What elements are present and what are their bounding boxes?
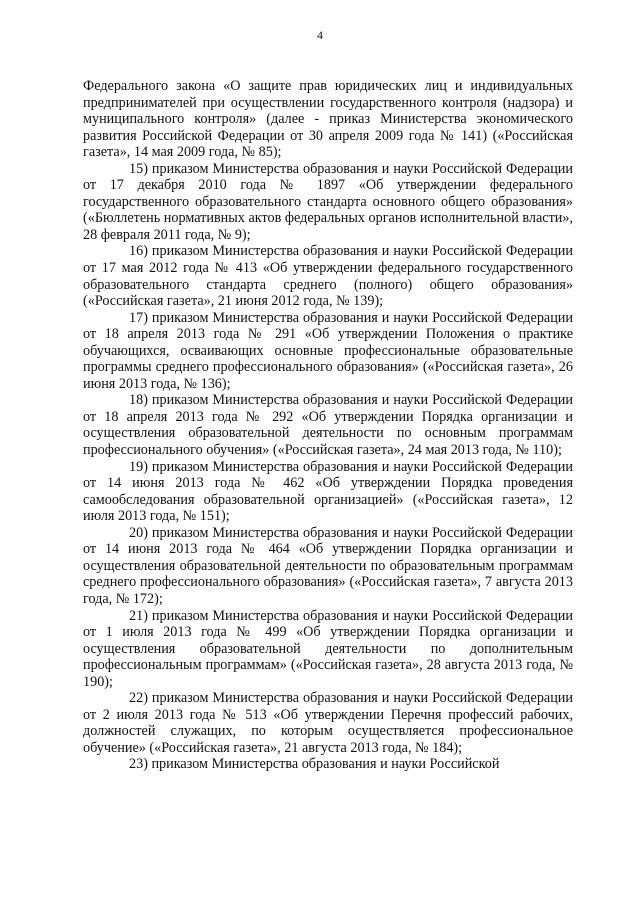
list-item-15: 15) приказом Министерства образования и науки Российской Федерации от 17 декабря 2010 года № 1897 «Об утверждении федерального государственного образовательного стандарта основного общего образования» («Бюллетень нормативных актов федеральных органов исполнительной власти», 28 февраля 2011 года, № 9); bbox=[83, 160, 573, 243]
list-item-18: 18) приказом Министерства образования и науки Российской Федерации от 18 апреля 2013 года № 292 «Об утверждении Порядка организации и осуществления образовательной деятельности по основным программам профессионального обучения» («Российская газета», 24 мая 2013 года, № 110); bbox=[83, 392, 573, 459]
list-item-19: 19) приказом Министерства образования и науки Российской Федерации от 14 июня 2013 года № 462 «Об утверждении Порядка проведения самообследования образовательной организацией» («Российская газета», 12 июля 2013 года, № 151); bbox=[83, 458, 573, 525]
list-item-20: 20) приказом Министерства образования и науки Российской Федерации от 14 июня 2013 года № 464 «Об утверждении Порядка организации и осуществления образовательной деятельности по образовательным программам среднего профессионального образования» («Российская газета», 7 августа 2013 года, № 172); bbox=[83, 524, 573, 607]
list-item-23: 23) приказом Министерства образования и науки Российской bbox=[129, 756, 500, 773]
paragraph-continuation: Федерального закона «О защите прав юридических лиц и индивидуальных предпринимателей при осуществлении государственного контроля (надзора) и муниципального контроля» (далее - приказ Министерства экономического развития Российской Федерации от 30 апреля 2009 года № 141) («Российская газета», 14 мая 2009 года, № 85); bbox=[83, 78, 573, 161]
list-item-21: 21) приказом Министерства образования и науки Российской Федерации от 1 июля 2013 года № 499 «Об утверждении Порядка организации и осуществления образовательной деятельности по дополнительным профессиональным программам» («Российская газета», 28 августа 2013 года, № 190); bbox=[83, 607, 573, 690]
list-item-17: 17) приказом Министерства образования и науки Российской Федерации от 18 апреля 2013 года № 291 «Об утверждении Положения о практике обучающихся, осваивающих основные профессиональные образовательные программы среднего профессионального образования» («Российская газета», 26 июня 2013 года, № 136); bbox=[83, 309, 573, 392]
list-item-16: 16) приказом Министерства образования и науки Российской Федерации от 17 мая 2012 года № 413 «Об утверждении федерального государственного образовательного стандарта среднего (полного) общего образования» («Российская газета», 21 июня 2012 года, № 139); bbox=[83, 243, 573, 310]
list-item-22: 22) приказом Министерства образования и науки Российской Федерации от 2 июля 2013 года № 513 «Об утверждении Перечня профессий рабочих, должностей служащих, по которым осуществляется профессиональное обучение» («Российская газета», 21 августа 2013 года, № 184); bbox=[83, 690, 573, 756]
document-body bbox=[83, 78, 573, 773]
page-number: 4 bbox=[317, 28, 323, 42]
